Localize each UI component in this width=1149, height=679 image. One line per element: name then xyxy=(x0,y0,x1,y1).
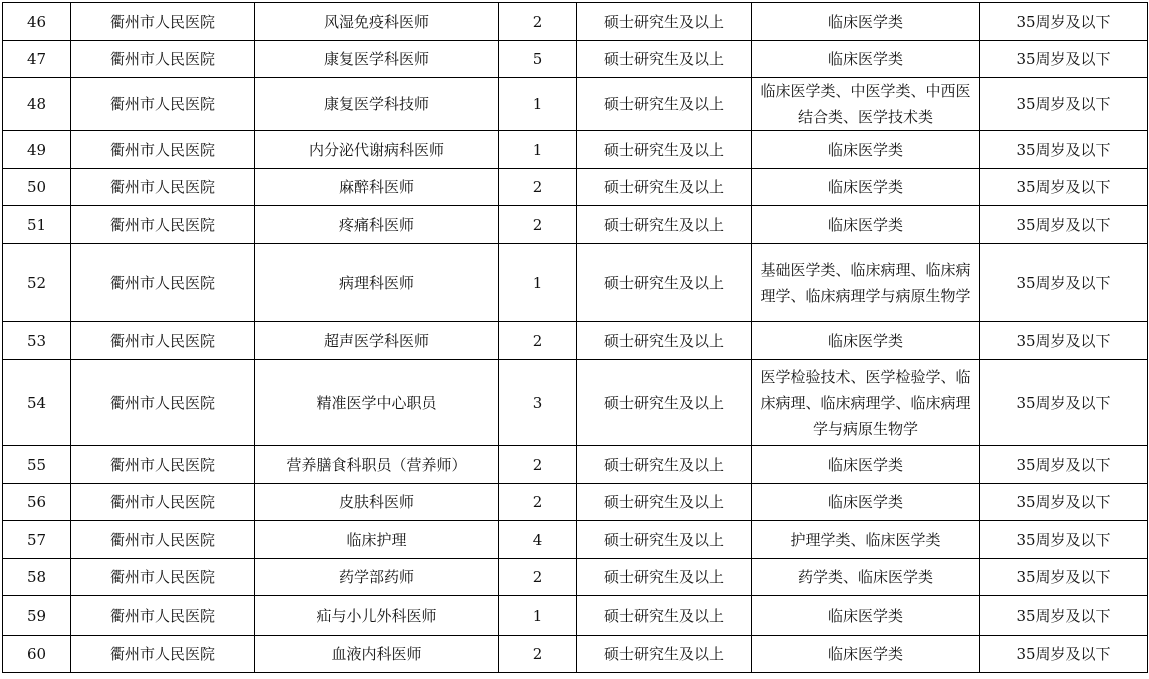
education-cell: 硕士研究生及以上 xyxy=(577,41,752,78)
major-cell: 临床医学类 xyxy=(752,596,980,636)
row-number-cell: 47 xyxy=(3,41,71,78)
row-number-cell: 51 xyxy=(3,206,71,244)
major-cell: 临床医学类 xyxy=(752,131,980,169)
headcount-cell: 1 xyxy=(499,244,577,322)
headcount-cell: 2 xyxy=(499,3,577,41)
post-cell: 疼痛科医师 xyxy=(255,206,499,244)
post-cell: 皮肤科医师 xyxy=(255,484,499,521)
table-row xyxy=(3,636,1148,673)
education-cell: 硕士研究生及以上 xyxy=(577,446,752,484)
post-cell: 疝与小儿外科医师 xyxy=(255,596,499,636)
table-body xyxy=(3,3,1148,673)
major-cell: 临床医学类 xyxy=(752,3,980,41)
education-cell: 硕士研究生及以上 xyxy=(577,169,752,206)
major-cell: 临床医学类 xyxy=(752,169,980,206)
headcount-cell: 4 xyxy=(499,521,577,559)
row-number-cell: 48 xyxy=(3,78,71,131)
post-cell: 内分泌代谢病科医师 xyxy=(255,131,499,169)
major-cell: 临床医学类 xyxy=(752,322,980,360)
post-cell: 精准医学中心职员 xyxy=(255,360,499,446)
age-cell: 35周岁及以下 xyxy=(980,41,1148,78)
unit-cell: 衢州市人民医院 xyxy=(71,169,255,206)
post-cell: 康复医学科技师 xyxy=(255,78,499,131)
unit-cell: 衢州市人民医院 xyxy=(71,78,255,131)
major-cell: 临床医学类 xyxy=(752,636,980,673)
table-row xyxy=(3,78,1148,131)
table-row xyxy=(3,322,1148,360)
headcount-cell: 2 xyxy=(499,446,577,484)
major-cell: 临床医学类 xyxy=(752,41,980,78)
major-cell: 基础医学类、临床病理、临床病理学、临床病理学与病原生物学 xyxy=(752,244,980,322)
unit-cell: 衢州市人民医院 xyxy=(71,521,255,559)
table-row xyxy=(3,446,1148,484)
age-cell: 35周岁及以下 xyxy=(980,244,1148,322)
unit-cell: 衢州市人民医院 xyxy=(71,596,255,636)
major-cell: 医学检验技术、医学检验学、临床病理、临床病理学、临床病理学与病原生物学 xyxy=(752,360,980,446)
unit-cell: 衢州市人民医院 xyxy=(71,131,255,169)
table-row xyxy=(3,360,1148,446)
table-row xyxy=(3,169,1148,206)
row-number-cell: 59 xyxy=(3,596,71,636)
headcount-cell: 2 xyxy=(499,559,577,596)
row-number-cell: 52 xyxy=(3,244,71,322)
row-number-cell: 56 xyxy=(3,484,71,521)
recruitment-table xyxy=(2,2,1148,673)
post-cell: 病理科医师 xyxy=(255,244,499,322)
headcount-cell: 2 xyxy=(499,484,577,521)
major-cell: 临床医学类 xyxy=(752,484,980,521)
row-number-cell: 57 xyxy=(3,521,71,559)
education-cell: 硕士研究生及以上 xyxy=(577,322,752,360)
age-cell: 35周岁及以下 xyxy=(980,559,1148,596)
unit-cell: 衢州市人民医院 xyxy=(71,206,255,244)
age-cell: 35周岁及以下 xyxy=(980,446,1148,484)
row-number-cell: 49 xyxy=(3,131,71,169)
age-cell: 35周岁及以下 xyxy=(980,521,1148,559)
major-cell: 临床医学类 xyxy=(752,446,980,484)
headcount-cell: 1 xyxy=(499,596,577,636)
unit-cell: 衢州市人民医院 xyxy=(71,636,255,673)
age-cell: 35周岁及以下 xyxy=(980,206,1148,244)
headcount-cell: 1 xyxy=(499,131,577,169)
age-cell: 35周岁及以下 xyxy=(980,169,1148,206)
row-number-cell: 50 xyxy=(3,169,71,206)
post-cell: 风湿免疫科医师 xyxy=(255,3,499,41)
headcount-cell: 2 xyxy=(499,206,577,244)
row-number-cell: 55 xyxy=(3,446,71,484)
education-cell: 硕士研究生及以上 xyxy=(577,559,752,596)
table-row xyxy=(3,596,1148,636)
headcount-cell: 2 xyxy=(499,322,577,360)
age-cell: 35周岁及以下 xyxy=(980,596,1148,636)
major-cell: 临床医学类 xyxy=(752,206,980,244)
education-cell: 硕士研究生及以上 xyxy=(577,521,752,559)
post-cell: 麻醉科医师 xyxy=(255,169,499,206)
post-cell: 康复医学科医师 xyxy=(255,41,499,78)
headcount-cell: 1 xyxy=(499,78,577,131)
unit-cell: 衢州市人民医院 xyxy=(71,322,255,360)
age-cell: 35周岁及以下 xyxy=(980,360,1148,446)
post-cell: 药学部药师 xyxy=(255,559,499,596)
unit-cell: 衢州市人民医院 xyxy=(71,360,255,446)
education-cell: 硕士研究生及以上 xyxy=(577,131,752,169)
age-cell: 35周岁及以下 xyxy=(980,636,1148,673)
row-number-cell: 60 xyxy=(3,636,71,673)
table-row xyxy=(3,244,1148,322)
table-row xyxy=(3,3,1148,41)
education-cell: 硕士研究生及以上 xyxy=(577,484,752,521)
education-cell: 硕士研究生及以上 xyxy=(577,360,752,446)
age-cell: 35周岁及以下 xyxy=(980,131,1148,169)
table-row xyxy=(3,521,1148,559)
headcount-cell: 2 xyxy=(499,169,577,206)
unit-cell: 衢州市人民医院 xyxy=(71,41,255,78)
age-cell: 35周岁及以下 xyxy=(980,78,1148,131)
education-cell: 硕士研究生及以上 xyxy=(577,596,752,636)
education-cell: 硕士研究生及以上 xyxy=(577,78,752,131)
headcount-cell: 5 xyxy=(499,41,577,78)
table-row xyxy=(3,41,1148,78)
post-cell: 超声医学科医师 xyxy=(255,322,499,360)
post-cell: 血液内科医师 xyxy=(255,636,499,673)
unit-cell: 衢州市人民医院 xyxy=(71,3,255,41)
major-cell: 临床医学类、中医学类、中西医结合类、医学技术类 xyxy=(752,78,980,131)
post-cell: 临床护理 xyxy=(255,521,499,559)
major-cell: 护理学类、临床医学类 xyxy=(752,521,980,559)
unit-cell: 衢州市人民医院 xyxy=(71,559,255,596)
row-number-cell: 46 xyxy=(3,3,71,41)
education-cell: 硕士研究生及以上 xyxy=(577,636,752,673)
education-cell: 硕士研究生及以上 xyxy=(577,244,752,322)
row-number-cell: 53 xyxy=(3,322,71,360)
major-cell: 药学类、临床医学类 xyxy=(752,559,980,596)
table-row xyxy=(3,206,1148,244)
unit-cell: 衢州市人民医院 xyxy=(71,244,255,322)
headcount-cell: 2 xyxy=(499,636,577,673)
table-row xyxy=(3,131,1148,169)
row-number-cell: 54 xyxy=(3,360,71,446)
headcount-cell: 3 xyxy=(499,360,577,446)
table-row xyxy=(3,484,1148,521)
table-row xyxy=(3,559,1148,596)
age-cell: 35周岁及以下 xyxy=(980,322,1148,360)
age-cell: 35周岁及以下 xyxy=(980,484,1148,521)
education-cell: 硕士研究生及以上 xyxy=(577,206,752,244)
unit-cell: 衢州市人民医院 xyxy=(71,446,255,484)
age-cell: 35周岁及以下 xyxy=(980,3,1148,41)
row-number-cell: 58 xyxy=(3,559,71,596)
post-cell: 营养膳食科职员（营养师） xyxy=(255,446,499,484)
education-cell: 硕士研究生及以上 xyxy=(577,3,752,41)
unit-cell: 衢州市人民医院 xyxy=(71,484,255,521)
